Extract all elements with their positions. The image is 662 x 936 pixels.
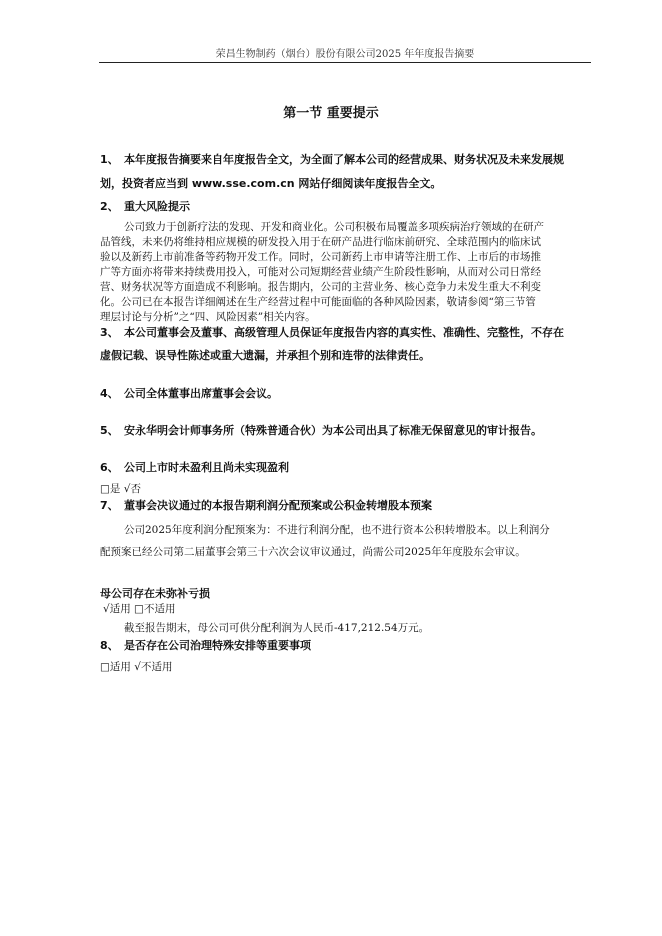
- risk-line: 品管线，未来仍将维持相应规模的研发投入用于在研产品进行临床前研究、全球范围内的临床试: [100, 236, 541, 248]
- risk-line: 验以及新药上市前准备等药物开发工作。同时，公司新药上市申请等注册工作、上市后的市场推: [100, 251, 541, 263]
- item-4-number: 4、: [100, 387, 119, 400]
- dividend-line: 公司2025年度利润分配预案为：不进行利润分配，也不进行资本公积转增股本。以上利润分: [124, 524, 550, 536]
- item-7-number: 7、: [100, 499, 119, 512]
- page-header: 荣昌生物制药（烟台）股份有限公司2025 年年度报告摘要: [215, 49, 475, 60]
- item-2-number: 2、: [100, 200, 119, 213]
- header-rule: [99, 62, 591, 63]
- item-7-text: 董事会决议通过的本报告期利润分配预案或公积金转增股本预案: [124, 499, 432, 512]
- risk-line: 营、财务状况等方面造成不利影响。报告期内，公司的主营业务、核心竞争力未发生重大不利变: [100, 281, 541, 293]
- item-6-options: □是 √否: [100, 483, 141, 495]
- item-8-number: 8、: [100, 639, 119, 652]
- deficit-text: 截至报告期末，母公司可供分配利润为人民币-417,212.54万元。: [124, 622, 430, 634]
- item-1-number: 1、: [100, 153, 119, 166]
- deficit-title: 母公司存在未弥补亏损: [100, 587, 210, 600]
- section-title: 第一节 重要提示: [283, 106, 379, 121]
- risk-line: 公司致力于创新疗法的发现、开发和商业化。公司积极布局覆盖多项疾病治疗领域的在研产: [124, 221, 544, 233]
- item-8-text: 是否存在公司治理特殊安排等重要事项: [124, 639, 311, 652]
- item-1-line-2: 划，投资者应当到 www.sse.com.cn 网站仔细阅读年度报告全文。: [100, 177, 442, 190]
- dividend-line: 配预案已经公司第二届董事会第三十六次会议审议通过，尚需公司2025年年度股东会审议。: [100, 546, 526, 558]
- item-3-number: 3、: [100, 326, 119, 339]
- item-1-line-1: 本年度报告摘要来自年度报告全文，为全面了解本公司的经营成果、财务状况及未来发展规: [124, 153, 564, 166]
- risk-line: 理层讨论与分析”之“四、风险因素”相关内容。: [100, 311, 316, 323]
- item-3-line-2: 虚假记载、误导性陈述或重大遗漏，并承担个别和连带的法律责任。: [100, 349, 430, 362]
- item-8-options: □适用 √不适用: [100, 661, 173, 673]
- item-6-number: 6、: [100, 461, 119, 474]
- item-2-title: 重大风险提示: [124, 200, 190, 213]
- risk-line: 广等方面亦将带来持续费用投入，可能对公司短期经营业绩产生阶段性影响，从而对公司日常经: [100, 266, 541, 278]
- item-5-number: 5、: [100, 424, 119, 437]
- item-4-text: 公司全体董事出席董事会会议。: [124, 387, 278, 400]
- item-6-text: 公司上市时未盈利且尚未实现盈利: [124, 461, 289, 474]
- deficit-options: √适用 □不适用: [103, 603, 176, 615]
- item-3-line-1: 本公司董事会及董事、高级管理人员保证年度报告内容的真实性、准确性、完整性，不存在: [124, 326, 564, 339]
- item-5-text: 安永华明会计师事务所（特殊普通合伙）为本公司出具了标准无保留意见的审计报告。: [124, 424, 542, 437]
- risk-line: 化。公司已在本报告详细阐述在生产经营过程中可能面临的各种风险因素，敬请参阅“第三节管: [100, 296, 536, 308]
